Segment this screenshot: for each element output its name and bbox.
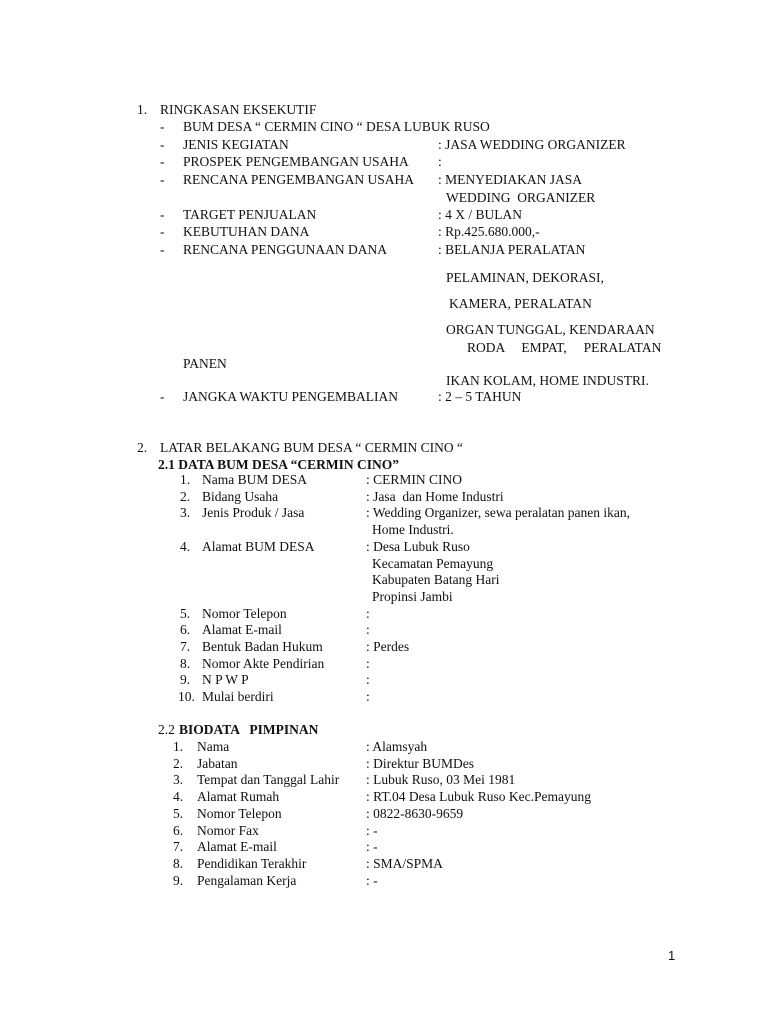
data-item-label: Mulai berdiri bbox=[202, 689, 274, 704]
dana-line: PELAMINAN, DEKORASI, bbox=[446, 270, 604, 285]
summary-item-label: RENCANA PENGEMBANGAN USAHA bbox=[183, 172, 415, 187]
dana-line: ORGAN TUNGGAL, KENDARAAN bbox=[446, 322, 655, 337]
data-item-label: N P W P bbox=[202, 672, 249, 687]
item-number: 1. bbox=[180, 472, 191, 487]
biodata-item-label: Jabatan bbox=[197, 756, 238, 771]
data-item-label: Nama BUM DESA bbox=[202, 472, 307, 487]
biodata-item-label: Alamat Rumah bbox=[197, 789, 280, 804]
dana-line: KAMERA, PERALATAN bbox=[449, 296, 592, 311]
data-item-label: Alamat BUM DESA bbox=[202, 539, 315, 554]
summary-item-value: : bbox=[438, 154, 442, 169]
summary-item-label: TARGET PENJUALAN bbox=[183, 207, 317, 222]
data-item-value: : Wedding Organizer, sewa peralatan panen ikan, bbox=[366, 505, 631, 520]
list-dash: - bbox=[160, 207, 165, 222]
biodata-item-value: : Lubuk Ruso, 03 Mei 1981 bbox=[366, 772, 516, 787]
list-dash: - bbox=[160, 119, 165, 134]
biodata-item-label: Tempat dan Tanggal Lahir bbox=[197, 772, 340, 787]
biodata-item-value: : Direktur BUMDes bbox=[366, 756, 474, 771]
item-number: 9. bbox=[180, 672, 191, 687]
dana-line: IKAN KOLAM, HOME INDUSTRI. bbox=[446, 373, 649, 388]
biodata-item-value: : 0822-8630-9659 bbox=[366, 806, 464, 821]
biodata-item-label: Nomor Fax bbox=[197, 823, 259, 838]
item-number: 10. bbox=[178, 689, 195, 704]
section-1-number: 1. bbox=[137, 102, 148, 117]
summary-item-value: : BELANJA PERALATAN bbox=[438, 242, 586, 257]
biodata-item-label: Pendidikan Terakhir bbox=[197, 856, 307, 871]
dana-line: PANEN bbox=[183, 356, 227, 371]
item-number: 2. bbox=[173, 756, 184, 771]
data-item-value: : bbox=[366, 622, 370, 637]
summary-item-label: JENIS KEGIATAN bbox=[183, 137, 289, 152]
biodata-item-value: : SMA/SPMA bbox=[366, 856, 443, 871]
summary-item-label: RENCANA PENGGUNAAN DANA bbox=[183, 242, 388, 257]
subsection-2-2-number: 2.2 bbox=[158, 722, 175, 737]
page-number: 1 bbox=[668, 948, 676, 963]
data-item-value: : bbox=[366, 606, 370, 621]
item-number: 5. bbox=[180, 606, 191, 621]
biodata-item-value: : - bbox=[366, 873, 378, 888]
biodata-item-value: : - bbox=[366, 839, 378, 854]
data-item-value: : bbox=[366, 656, 370, 671]
item-number: 8. bbox=[173, 856, 184, 871]
data-item-label: Nomor Akte Pendirian bbox=[202, 656, 325, 671]
data-item-value: : CERMIN CINO bbox=[366, 472, 463, 487]
biodata-item-label: Nomor Telepon bbox=[197, 806, 282, 821]
item-number: 3. bbox=[180, 505, 191, 520]
data-item-label: Nomor Telepon bbox=[202, 606, 287, 621]
section-2-title: LATAR BELAKANG BUM DESA “ CERMIN CINO “ bbox=[160, 440, 464, 455]
item-number: 2. bbox=[180, 489, 191, 504]
item-number: 9. bbox=[173, 873, 184, 888]
section-1-title: RINGKASAN EKSEKUTIF bbox=[160, 102, 317, 117]
item-number: 4. bbox=[180, 539, 191, 554]
biodata-item-value: : RT.04 Desa Lubuk Ruso Kec.Pemayung bbox=[366, 789, 592, 804]
biodata-item-label: Alamat E-mail bbox=[197, 839, 277, 854]
data-item-value: Propinsi Jambi bbox=[372, 589, 453, 604]
item-number: 7. bbox=[180, 639, 191, 654]
subsection-2-1-title: 2.1 DATA BUM DESA “CERMIN CINO” bbox=[158, 457, 400, 472]
data-item-value: : Perdes bbox=[366, 639, 410, 654]
biodata-item-label: Nama bbox=[197, 739, 230, 754]
summary-item-value: : MENYEDIAKAN JASA bbox=[438, 172, 582, 187]
summary-item-value-cont: WEDDING ORGANIZER bbox=[446, 190, 596, 205]
item-number: 3. bbox=[173, 772, 184, 787]
summary-item-label: KEBUTUHAN DANA bbox=[183, 224, 310, 239]
item-number: 5. bbox=[173, 806, 184, 821]
data-item-label: Bentuk Badan Hukum bbox=[202, 639, 323, 654]
data-item-value: : bbox=[366, 672, 370, 687]
subsection-2-2-title: BIODATA PIMPINAN bbox=[179, 722, 319, 737]
biodata-item-value: : - bbox=[366, 823, 378, 838]
biodata-item-value: : Alamsyah bbox=[366, 739, 428, 754]
item-number: 6. bbox=[173, 823, 184, 838]
data-item-label: Jenis Produk / Jasa bbox=[202, 505, 305, 520]
list-dash: - bbox=[160, 389, 165, 404]
list-dash: - bbox=[160, 242, 165, 257]
item-number: 7. bbox=[173, 839, 184, 854]
item-number: 4. bbox=[173, 789, 184, 804]
data-item-label: Bidang Usaha bbox=[202, 489, 279, 504]
item-number: 6. bbox=[180, 622, 191, 637]
list-dash: - bbox=[160, 224, 165, 239]
list-dash: - bbox=[160, 154, 165, 169]
data-item-value: Kabupaten Batang Hari bbox=[372, 572, 500, 587]
data-item-value: : Desa Lubuk Ruso bbox=[366, 539, 470, 554]
summary-item-label: BUM DESA “ CERMIN CINO “ DESA LUBUK RUSO bbox=[183, 119, 490, 134]
summary-item-label: JANGKA WAKTU PENGEMBALIAN bbox=[183, 389, 398, 404]
data-item-value: : bbox=[366, 689, 370, 704]
summary-item-value: : Rp.425.680.000,- bbox=[438, 224, 540, 239]
list-dash: - bbox=[160, 137, 165, 152]
item-number: 1. bbox=[173, 739, 184, 754]
data-item-value: : Jasa dan Home Industri bbox=[366, 489, 504, 504]
item-number: 8. bbox=[180, 656, 191, 671]
list-dash: - bbox=[160, 172, 165, 187]
summary-item-label: PROSPEK PENGEMBANGAN USAHA bbox=[183, 154, 409, 169]
dana-line: RODA EMPAT, PERALATAN bbox=[467, 340, 662, 355]
section-2-number: 2. bbox=[137, 440, 148, 455]
biodata-item-label: Pengalaman Kerja bbox=[197, 873, 297, 888]
data-item-value: Kecamatan Pemayung bbox=[372, 556, 494, 571]
summary-item-value: : 2 – 5 TAHUN bbox=[438, 389, 522, 404]
data-item-value: Home Industri. bbox=[372, 522, 454, 537]
data-item-label: Alamat E-mail bbox=[202, 622, 282, 637]
summary-item-value: : 4 X / BULAN bbox=[438, 207, 522, 222]
summary-item-value: : JASA WEDDING ORGANIZER bbox=[438, 137, 626, 152]
